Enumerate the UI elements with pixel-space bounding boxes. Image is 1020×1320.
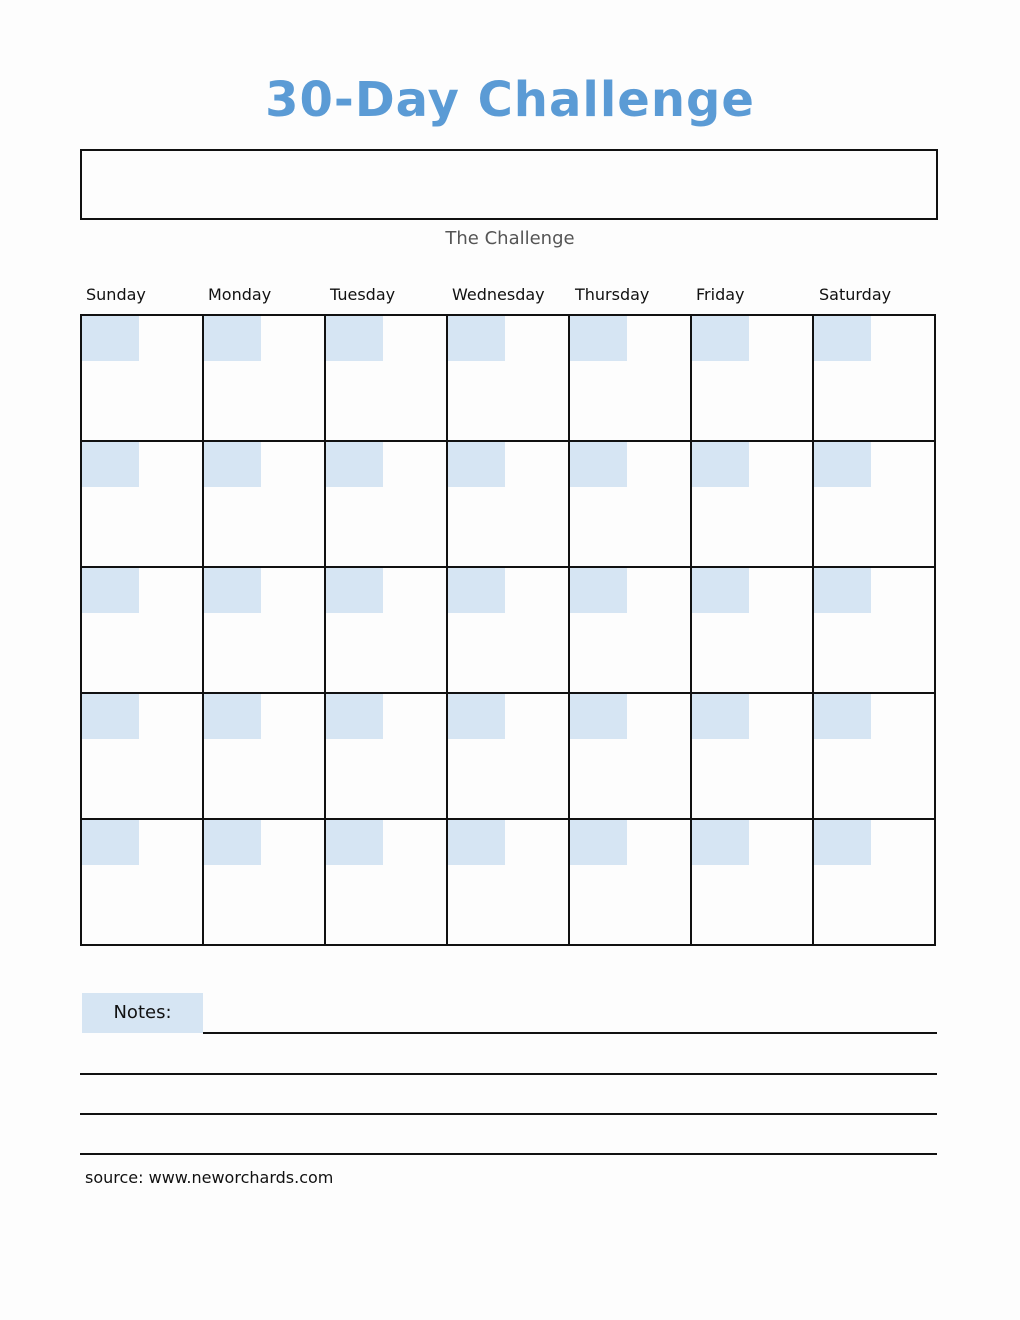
day-number-box [692, 694, 749, 739]
calendar-grid [80, 314, 936, 946]
day-cell[interactable] [692, 442, 814, 568]
day-header-monday: Monday [208, 285, 272, 304]
day-cell[interactable] [326, 316, 448, 442]
day-number-box [326, 442, 383, 487]
day-number-box [570, 316, 627, 361]
notes-line-4[interactable] [80, 1153, 937, 1155]
day-cell[interactable] [692, 316, 814, 442]
calendar-row [82, 820, 936, 946]
day-header-thursday: Thursday [575, 285, 650, 304]
day-number-box [570, 568, 627, 613]
challenge-label: The Challenge [445, 228, 575, 249]
day-number-box [814, 694, 871, 739]
day-number-box [814, 316, 871, 361]
day-cell[interactable] [692, 820, 814, 946]
page-title: 30-Day Challenge [265, 72, 755, 128]
day-cell[interactable] [448, 694, 570, 820]
day-number-box [692, 442, 749, 487]
day-number-box [448, 316, 505, 361]
day-cell[interactable] [570, 442, 692, 568]
day-cell[interactable] [814, 442, 936, 568]
day-cell[interactable] [448, 442, 570, 568]
day-cell[interactable] [814, 568, 936, 694]
day-number-box [82, 820, 139, 865]
day-number-box [814, 820, 871, 865]
day-cell[interactable] [814, 820, 936, 946]
day-cell[interactable] [326, 442, 448, 568]
day-number-box [204, 820, 261, 865]
day-cell[interactable] [326, 694, 448, 820]
day-number-box [814, 568, 871, 613]
day-header-wednesday: Wednesday [452, 285, 545, 304]
day-cell[interactable] [570, 568, 692, 694]
notes-line-1[interactable] [203, 1032, 937, 1034]
source-text: source: www.neworchards.com [85, 1168, 334, 1187]
day-number-box [82, 568, 139, 613]
day-cell[interactable] [82, 694, 204, 820]
calendar-row [82, 694, 936, 820]
day-cell[interactable] [570, 316, 692, 442]
day-cell[interactable] [448, 820, 570, 946]
day-cell[interactable] [814, 316, 936, 442]
day-number-box [204, 694, 261, 739]
day-number-box [204, 568, 261, 613]
challenge-input-box[interactable] [80, 149, 938, 220]
day-cell[interactable] [204, 820, 326, 946]
day-number-box [326, 568, 383, 613]
day-cell[interactable] [448, 316, 570, 442]
calendar-row [82, 316, 936, 442]
day-number-box [448, 820, 505, 865]
notes-line-2[interactable] [80, 1073, 937, 1075]
day-number-box [82, 316, 139, 361]
calendar-row [82, 442, 936, 568]
day-cell[interactable] [692, 694, 814, 820]
day-number-box [448, 442, 505, 487]
day-cell[interactable] [570, 820, 692, 946]
day-number-box [326, 820, 383, 865]
day-number-box [692, 568, 749, 613]
day-cell[interactable] [204, 694, 326, 820]
day-number-box [326, 694, 383, 739]
day-header-sunday: Sunday [86, 285, 146, 304]
day-cell[interactable] [82, 442, 204, 568]
day-number-box [204, 316, 261, 361]
day-cell[interactable] [204, 568, 326, 694]
calendar-row [82, 568, 936, 694]
day-cell[interactable] [326, 568, 448, 694]
day-cell[interactable] [82, 820, 204, 946]
day-number-box [204, 442, 261, 487]
day-cell[interactable] [82, 316, 204, 442]
day-number-box [570, 442, 627, 487]
day-number-box [570, 820, 627, 865]
day-number-box [326, 316, 383, 361]
notes-line-3[interactable] [80, 1113, 937, 1115]
day-number-box [82, 442, 139, 487]
day-number-box [692, 820, 749, 865]
day-number-box [814, 442, 871, 487]
day-cell[interactable] [692, 568, 814, 694]
day-header-friday: Friday [696, 285, 745, 304]
day-number-box [448, 694, 505, 739]
day-cell[interactable] [204, 316, 326, 442]
notes-label: Notes: [82, 993, 203, 1033]
day-number-box [570, 694, 627, 739]
day-header-saturday: Saturday [819, 285, 892, 304]
day-cell[interactable] [814, 694, 936, 820]
day-number-box [448, 568, 505, 613]
day-number-box [692, 316, 749, 361]
day-cell[interactable] [570, 694, 692, 820]
day-cell[interactable] [82, 568, 204, 694]
day-cell[interactable] [326, 820, 448, 946]
day-number-box [82, 694, 139, 739]
day-header-tuesday: Tuesday [330, 285, 396, 304]
day-cell[interactable] [204, 442, 326, 568]
day-cell[interactable] [448, 568, 570, 694]
